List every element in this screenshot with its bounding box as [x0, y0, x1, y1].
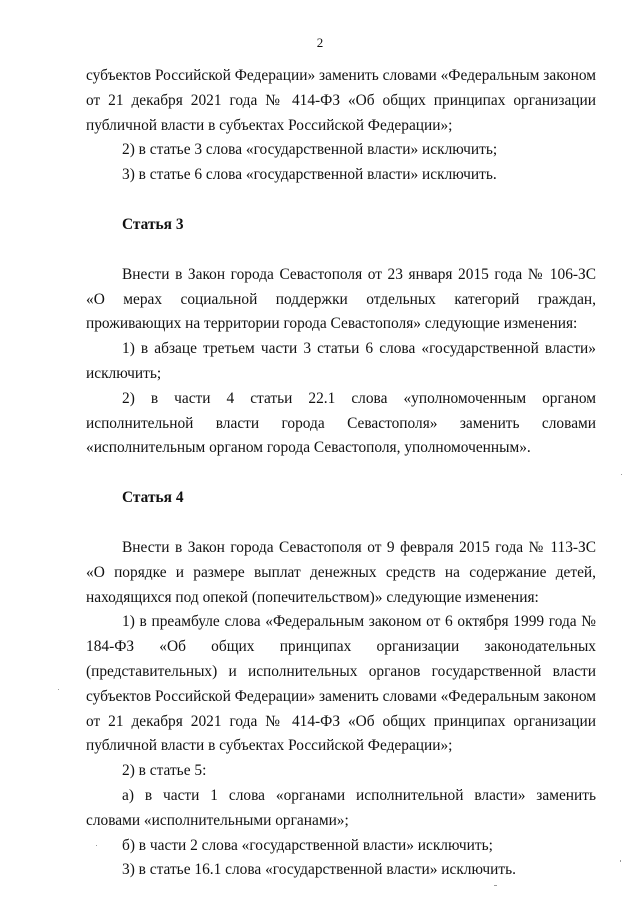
paragraph-item: 2) в статье 3 слова «государственной власти» исключить;	[122, 141, 498, 159]
article-heading: Статья 3	[122, 215, 184, 233]
paragraph-item: 3) в статье 6 слова «государственной власти» исключить.	[122, 166, 497, 184]
paragraph-item: б) в части 2 слова «государственной власти» исключить;	[122, 836, 493, 854]
paragraph-item: 3) в статье 16.1 слова «государственной власти» исключить.	[122, 861, 516, 879]
document-body	[86, 64, 596, 883]
scan-speck	[96, 845, 97, 846]
paragraph-item: 1) в абзаце третьем части 3 статьи 6 слова «государственной власти» исключить;	[86, 340, 596, 382]
scan-speck	[621, 474, 622, 475]
paragraph-item: а) в части 1 слова «органами исполнительной власти» заменить словами «исполнительными органами»;	[86, 786, 596, 829]
paragraph-continuation: субъектов Российской Федерации» заменить словами «Федеральным законом от 21 декабря 2021 года № 414-ФЗ «Об общих принципах организации публичной власти в субъектах Российской Федерации»;	[86, 67, 596, 134]
scan-speck	[494, 885, 497, 886]
paragraph-intro: Внести в Закон города Севастополя от 23 января 2015 года № 106-ЗС «О мерах социальной поддержки отдельных категорий граждан, проживающих на территории города Севастополя» следующие изменения:	[86, 265, 596, 333]
paragraph-item: 2) в части 4 статьи 22.1 слова «уполномоченным органом исполнительной власти города Севастополя» заменить словами «исполнительным органом города Севастополя, уполномоченным».	[86, 389, 596, 457]
article-heading: Статья 4	[122, 489, 184, 507]
scan-speck	[58, 689, 59, 690]
paragraph-item: 2) в статье 5:	[122, 762, 207, 780]
page-number: 2	[316, 35, 324, 50]
scan-speck	[620, 860, 621, 862]
paragraph-intro: Внести в Закон города Севастополя от 9 февраля 2015 года № 113-ЗС «О порядке и размере выплат денежных средств на содержание детей, находящихся под опекой (попечительством)» следующие изменения:	[86, 538, 596, 606]
paragraph-item: 1) в преамбуле слова «Федеральным законом от 6 октября 1999 года № 184-ФЗ «Об общих принципах организации законодательных (представительных) и исполнительных органов государственной власти субъектов Российской Федерации» заменить словами «Федеральным законом от 21 декабря 2021 года № 414-ФЗ «Об общих принципах организации публичной власти в субъектах Российской Федерации»;	[86, 613, 596, 755]
